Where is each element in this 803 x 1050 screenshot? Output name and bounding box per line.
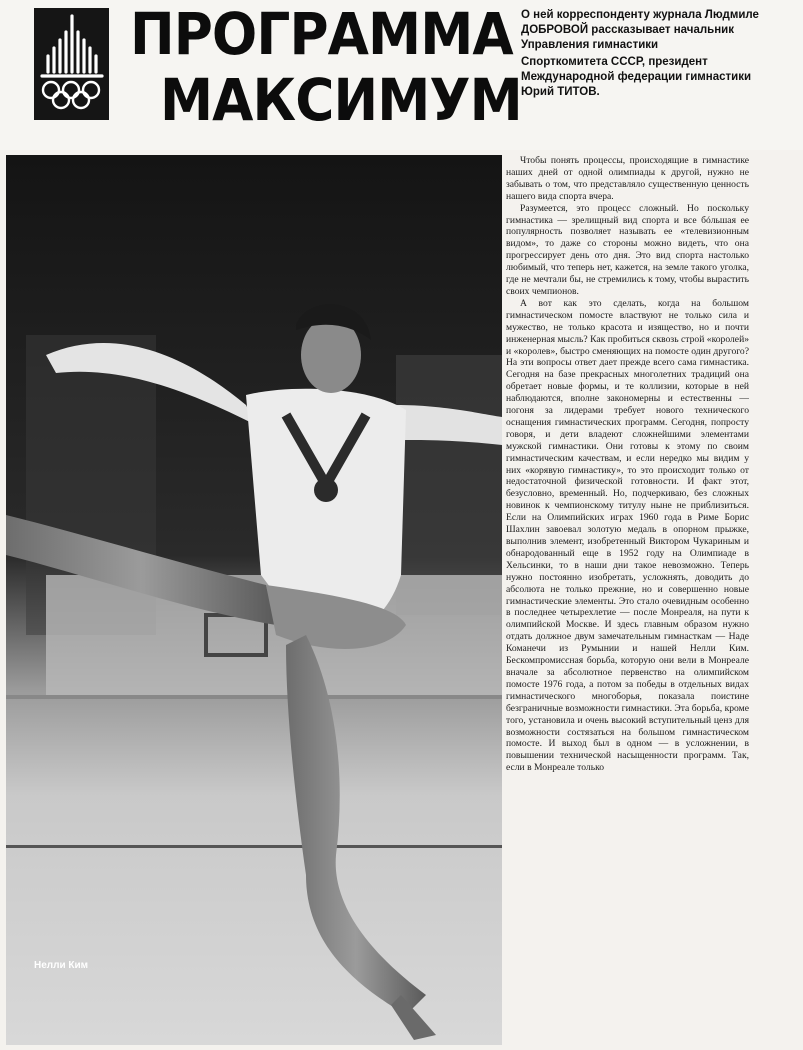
gymnast-photo [6, 155, 502, 1045]
photo-caption: Нелли Ким [34, 960, 89, 971]
intro-text-1: О ней корреспонденту журнала Людмиле ДОБРОВОЙ рассказывает начальник Управления гимнастики [521, 9, 759, 51]
article-body [506, 155, 749, 945]
olympic-emblem-logo [34, 8, 109, 120]
article-intro [521, 8, 761, 100]
article-paragraph: А вот как это сделать, когда на большом гимнастическом помосте властвуют не только сила и мужество, не только красота и изящество, но и почти инженерная мысль? Как пробиться сквозь строй «королей» и «королев», быстро сменяющих на помосте один другого? На эти вопросы ответ дает прежде всего сама гимнастика. Сегодня на базе прекрасных многолетних традиций она обретает новые формы, и те коллизии, которые в ней наблюдаются, вполне закономерны и естественны — погоня за лидерами требует нового технического оснащения гимнастических программ. Сегодня, попросту говоря, и дети владеют сложнейшими элементами мужской гимнастики. Они готовы к этому по своим гимнастическим качествам, и если нередко мы видим у них «корявую гимнастику», то это происходит только от недостаточной физической готовности. И факт этот, безусловно, временный. Но, подчеркиваю, без сложных новинок к чемпионскому титулу ныне не приблизиться. Если на Олимпийских играх 1960 года в Риме Борис Шахлин завоевал золотую медаль в опорном прыжке, выполнив элемент, изобретенный Виктором Чукариным и обнародованный еще в 1952 году на Олимпиаде в Хельсинки, то в наши дни такое невозможно. Теперь нужно постоянно изобретать, усложнять, доводить до абсолюта не только прежние, но и совершенно новые гимнастические элементы. Это стало очевидным особенно в последнее четырехлетие — после Монреаля, на пути к олимпийской Москве. И здесь главным образом нужно отдать должное двум замечательным гимнасткам — Наде Команечи из Румынии и нашей Нелли Ким. Бескомпромиссная борьба, которую они вели в Монреале вначале за абсолютное первенство на олимпийском помосте 1976 года, а потом за победы в отдельных видах гимнастического многоборья, показала поистине безграничные возможности гимнастики. Эта борьба, кроме того, установила и очень высокий вступительный ценз для возможности состязаться на большом гимнастическом помосте. И выход был в одном — в усложнении, в повышении технической насыщенности программ. Так, если в Монреале только [506, 297, 749, 774]
article-paragraph: Разумеется, это процесс сложный. Но поскольку гимнастика — зрелищный вид спорта и все бóльшая ее популярность позволяет называть ее «телевизионным видом», то даже со стороны можно видеть, что она прогрессирует день ото дня. Это вид спорта настолько любимый, что теперь нет, кажется, на земле такого уголка, где не мечтали бы, не стремились к тому, чтобы вырастить своих чемпионов. [506, 202, 749, 297]
article-title-line-2: МАКСИМУМ [160, 66, 522, 134]
gymnast-illustration [6, 155, 502, 1045]
article-paragraph: Чтобы понять процессы, происходящие в гимнастике наших дней от одной олимпиады к другой, нужно не забывать о том, что представляло существенную ценность нашего вида спорта вчера. [506, 155, 749, 202]
article-title-line-1: ПРОГРАММА [130, 0, 513, 68]
intro-text-2: Спорткомитета СССР, президент Международной федерации гимнастики Юрий ТИТОВ. [521, 56, 752, 98]
page-margin [754, 150, 803, 1050]
moscow-1980-olympics-emblem-icon [34, 8, 109, 120]
